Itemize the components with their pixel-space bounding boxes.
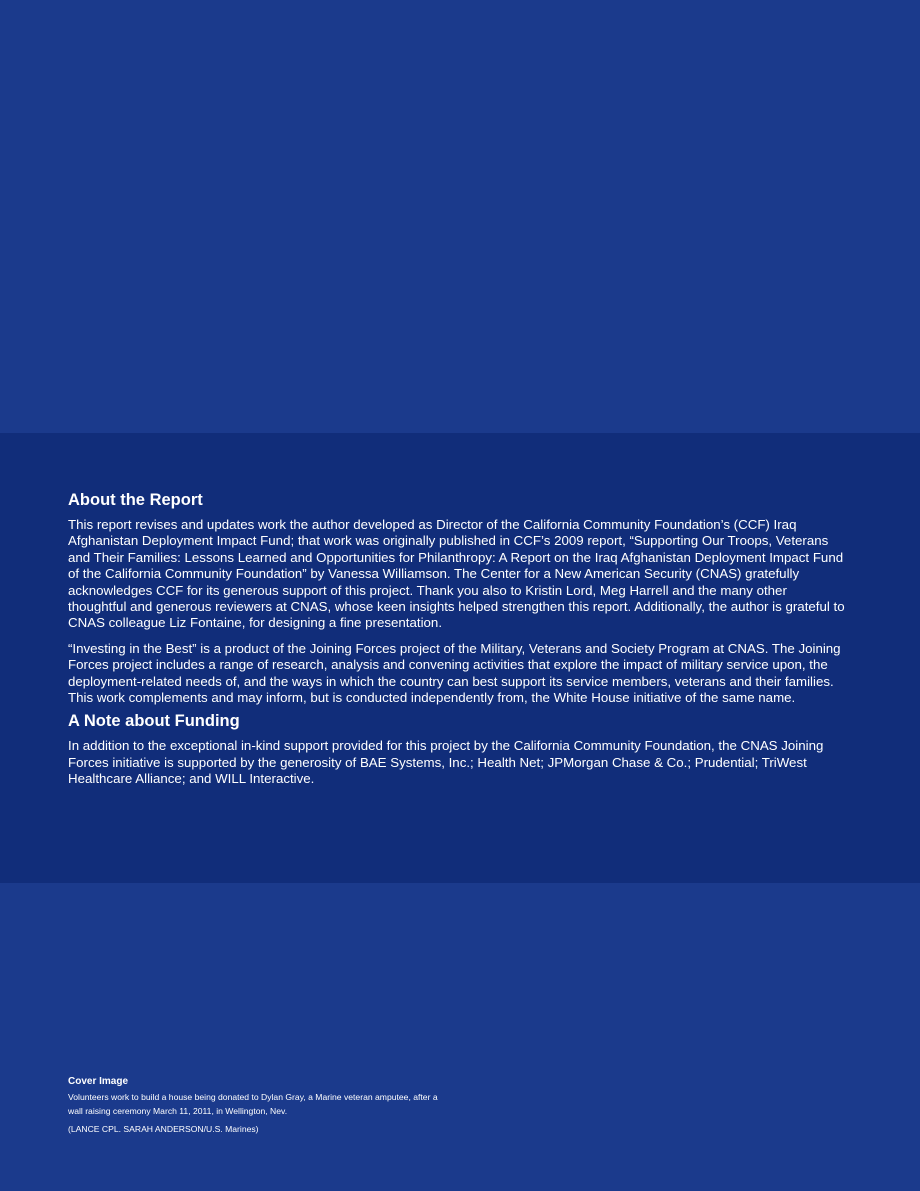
- cover-image-photo-credit: (LANCE CPL. SARAH ANDERSON/U.S. Marines): [68, 1124, 259, 1134]
- cover-image-credits: [68, 1075, 468, 1136]
- info-band: [0, 433, 920, 883]
- about-report-paragraph-2: “Investing in the Best” is a product of the Joining Forces project of the Military, Veterans and Society Program at CNAS. The Joining Forces project includes a range of research, analysis and convening activities that explore the impact of military service upon, the deployment-related needs of, and the ways in which the country can best support its service members, veterans and their families. This work complements and may inform, but is conducted independently from, the White House initiative of the same name.: [68, 640, 841, 706]
- cover-image-title: Cover Image: [68, 1076, 129, 1087]
- info-band-content: [68, 490, 848, 797]
- funding-note-paragraph: In addition to the exceptional in-kind support provided for this project by the California Community Foundation, the CNAS Joining Forces initiative is supported by the generosity of BAE Systems, Inc.; Health Net; JPMorgan Chase & Co.; Prudential; TriWest Healthcare Alliance; and WILL Interactive.: [68, 738, 824, 787]
- funding-note-heading: A Note about Funding: [68, 712, 240, 731]
- about-report-paragraph-1: This report revises and updates work the author developed as Director of the California Community Foundation’s (CCF) Iraq Afghanistan Deployment Impact Fund; that work was originally published in CCF’s 2009 report, “Supporting Our Troops, Veterans and Their Families: Lessons Learned and Opportunities for Philanthropy: A Report on the Iraq Afghanistan Deployment Impact Fund of the California Community Foundation” by Vanessa Williamson. The Center for a New American Security (CNAS) gratefully acknowledges CCF for its generous support of this project. Thank you also to Kristin Lord, Meg Harrell and the many other thoughtful and generous reviewers at CNAS, whose keen insights helped strengthen this report. Additionally, the author is grateful to CNAS colleague Liz Fontaine, for designing a fine presentation.: [68, 517, 845, 631]
- cover-image-caption: Volunteers work to build a house being donated to Dylan Gray, a Marine veteran amputee, after a wall raising ceremony March 11, 2011, in Wellington, Nev.: [68, 1092, 438, 1116]
- about-report-heading: About the Report: [68, 491, 203, 509]
